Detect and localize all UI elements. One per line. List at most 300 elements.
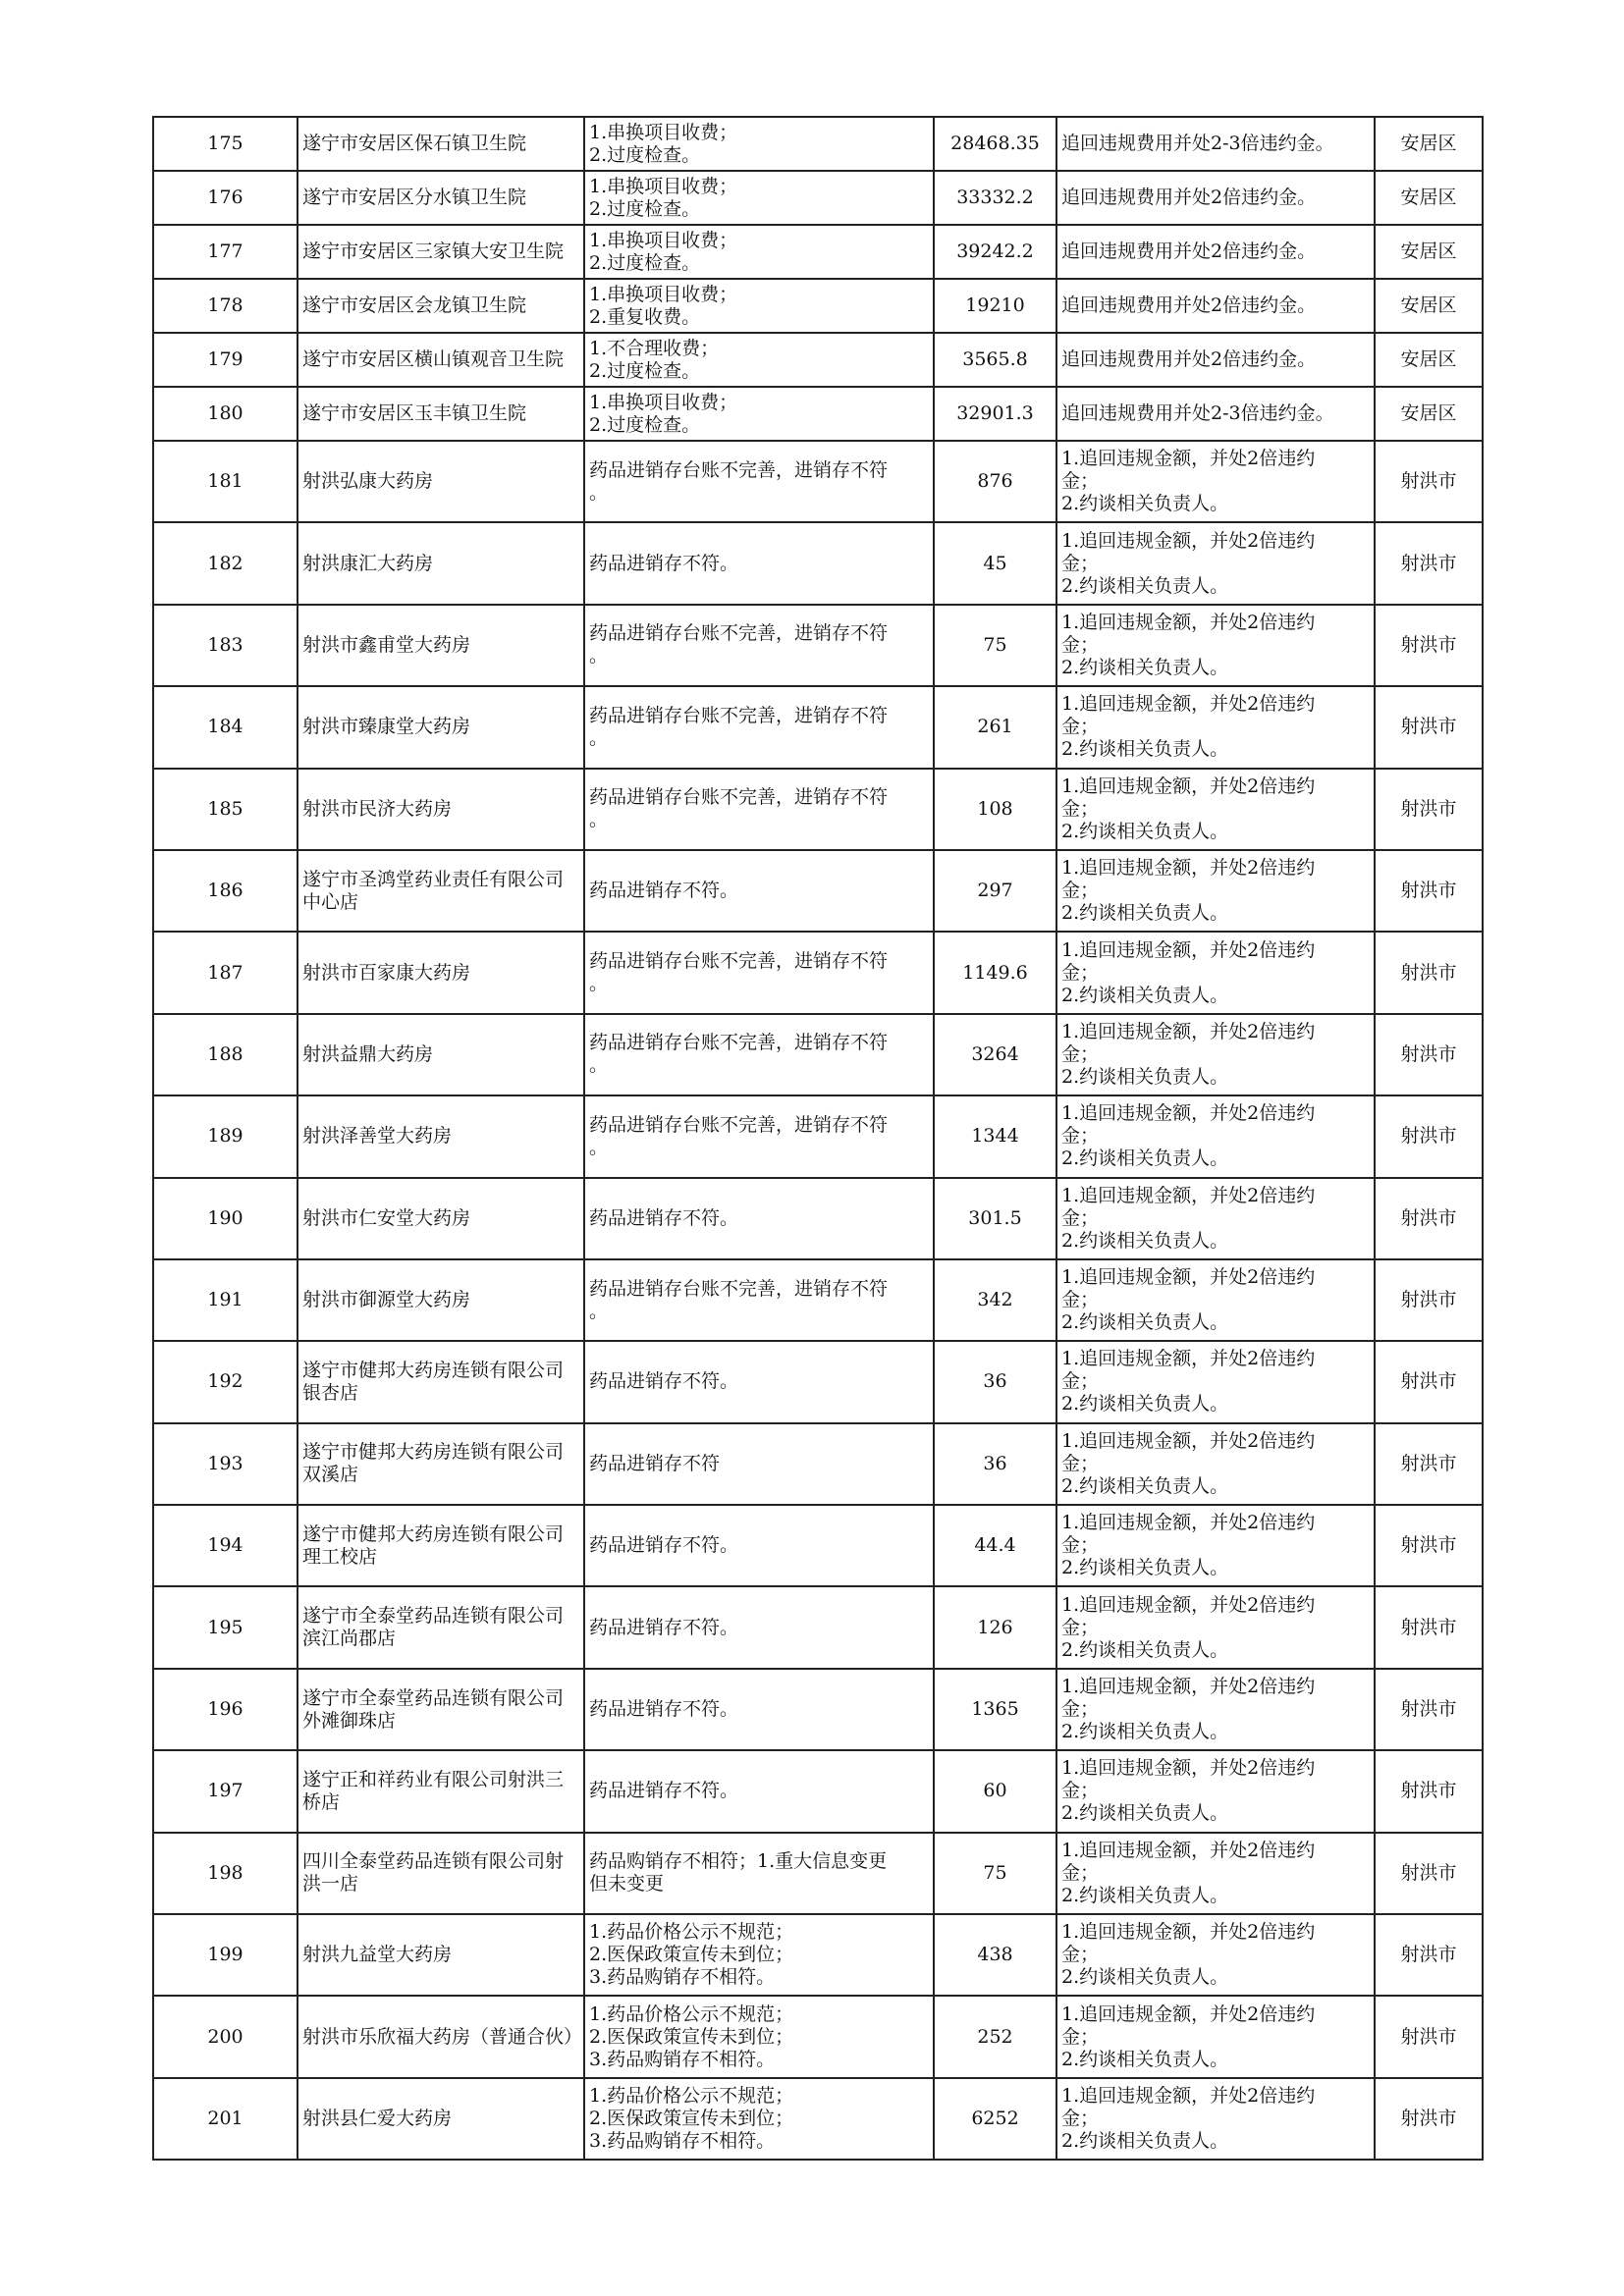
table-body	[153, 117, 1483, 2160]
institution-name: 射洪市民济大药房	[302, 797, 453, 820]
region-cell: 射洪市	[1375, 1259, 1483, 1341]
action-cell	[1056, 1833, 1375, 1914]
table-row	[153, 1341, 1483, 1422]
amount-cell: 36	[934, 1423, 1056, 1505]
institution-name: 遂宁市安居区保石镇卫生院	[302, 133, 527, 154]
region-cell: 射洪市	[1375, 1341, 1483, 1422]
institution-name: 射洪九益堂大药房	[302, 1944, 453, 1966]
action-line: 1.追回违规金额，并处2倍违约	[1061, 1020, 1316, 1042]
problem-cell	[584, 1586, 934, 1668]
problem-cell	[584, 1178, 934, 1259]
action-line: 1.追回违规金额，并处2倍违约	[1061, 1512, 1316, 1534]
amount-cell: 108	[934, 769, 1056, 850]
action-line: 金；	[1061, 1616, 1100, 1638]
action-line: 2.约谈相关负责人。	[1061, 902, 1229, 925]
institution-name-cell	[298, 1833, 584, 1914]
serial-number-cell: 177	[153, 225, 298, 279]
institution-name-cell	[298, 1341, 584, 1422]
institution-name-cell	[298, 686, 584, 768]
problem-line: 1.串换项目收费；	[589, 229, 738, 251]
institution-name-cell	[298, 932, 584, 1013]
action-line: 金；	[1061, 1944, 1100, 1966]
action-line: 金；	[1061, 552, 1100, 574]
institution-name-cell	[298, 333, 584, 387]
institution-name: 射洪泽善堂大药房	[302, 1125, 453, 1148]
problem-line: 药品进销存台账不完善，进销存不符	[589, 786, 889, 809]
problem-cell	[584, 171, 934, 225]
action-cell	[1056, 1014, 1375, 1095]
problem-cell	[584, 1996, 934, 2077]
problem-line: 药品进销存台账不完善，进销存不符	[589, 950, 889, 973]
region-cell: 射洪市	[1375, 1095, 1483, 1177]
serial-number-cell: 194	[153, 1505, 298, 1586]
institution-name-cell	[298, 1914, 584, 1996]
action-line: 2.约谈相关负责人。	[1061, 1474, 1229, 1497]
action-cell	[1056, 171, 1375, 225]
action-line: 1.追回违规金额，并处2倍违约	[1061, 1593, 1316, 1616]
institution-name: 四川全泰堂药品连锁有限公司射洪一店	[302, 1850, 565, 1896]
region-cell: 射洪市	[1375, 1750, 1483, 1832]
action-line: 2.约谈相关负责人。	[1061, 1721, 1229, 1743]
problem-line: 2.过度检查。	[589, 251, 701, 274]
serial-number-cell: 186	[153, 850, 298, 932]
amount-cell: 75	[934, 605, 1056, 686]
action-line: 金；	[1061, 1289, 1100, 1311]
action-line: 金；	[1061, 1206, 1100, 1229]
action-line: 金；	[1061, 633, 1100, 656]
problem-line: 药品进销存不符。	[589, 1370, 739, 1393]
problem-line: 。	[589, 1054, 609, 1077]
problem-cell	[584, 1505, 934, 1586]
serial-number-cell: 195	[153, 1586, 298, 1668]
amount-cell: 75	[934, 1833, 1056, 1914]
action-line: 2.约谈相关负责人。	[1061, 1229, 1229, 1252]
problem-line: 2.过度检查。	[589, 413, 701, 436]
problem-line: 2.医保政策宣传未到位；	[589, 2108, 794, 2129]
institution-name-cell	[298, 1996, 584, 2077]
action-line: 金；	[1061, 716, 1100, 738]
problem-line: 1.串换项目收费；	[589, 391, 738, 413]
problem-line: 药品进销存不符	[589, 1452, 721, 1474]
action-cell	[1056, 1341, 1375, 1422]
action-line: 1.追回违规金额，并处2倍违约	[1061, 1429, 1316, 1452]
action-cell	[1056, 1750, 1375, 1832]
serial-number-cell: 185	[153, 769, 298, 850]
action-cell	[1056, 769, 1375, 850]
amount-cell: 342	[934, 1259, 1056, 1341]
table-row	[153, 441, 1483, 522]
action-line: 2.约谈相关负责人。	[1061, 2048, 1229, 2070]
table-row	[153, 1586, 1483, 1668]
action-line: 1.追回违规金额，并处2倍违约	[1061, 1102, 1316, 1125]
amount-cell: 301.5	[934, 1178, 1056, 1259]
problem-line: 药品进销存不符。	[589, 1698, 739, 1721]
table-row	[153, 1505, 1483, 1586]
region-cell: 射洪市	[1375, 1505, 1483, 1586]
region-cell: 射洪市	[1375, 1586, 1483, 1668]
problem-line: 药品进销存台账不完善，进销存不符	[589, 704, 889, 726]
problem-line: 2.医保政策宣传未到位；	[589, 1944, 794, 1966]
action-line: 1.追回违规金额，并处2倍违约	[1061, 857, 1316, 880]
table-row	[153, 1014, 1483, 1095]
region-cell: 安居区	[1375, 333, 1483, 387]
institution-name: 射洪市御源堂大药房	[302, 1289, 471, 1311]
problem-line: 但未变更	[589, 1873, 665, 1896]
action-line: 金；	[1061, 797, 1100, 820]
problem-line: 药品进销存台账不完善，进销存不符	[589, 1277, 889, 1300]
action-cell	[1056, 1505, 1375, 1586]
region-cell: 射洪市	[1375, 1669, 1483, 1750]
region-cell: 射洪市	[1375, 769, 1483, 850]
serial-number-cell: 179	[153, 333, 298, 387]
action-line: 金；	[1061, 1370, 1100, 1393]
problem-line: 药品进销存台账不完善，进销存不符	[589, 458, 889, 481]
region-cell: 安居区	[1375, 387, 1483, 441]
action-cell	[1056, 686, 1375, 768]
serial-number-cell: 190	[153, 1178, 298, 1259]
amount-cell: 1365	[934, 1669, 1056, 1750]
action-line: 金；	[1061, 1780, 1100, 1802]
problem-line: 1.药品价格公示不规范；	[589, 2085, 794, 2107]
problem-cell	[584, 1669, 934, 1750]
table-row	[153, 1669, 1483, 1750]
penalty-table	[152, 116, 1484, 2161]
institution-name-cell	[298, 605, 584, 686]
problem-cell	[584, 333, 934, 387]
amount-cell: 1344	[934, 1095, 1056, 1177]
problem-line: 1.串换项目收费；	[589, 121, 738, 143]
action-line: 1.追回违规金额，并处2倍违约	[1061, 1348, 1316, 1370]
action-line: 金；	[1061, 961, 1100, 984]
problem-line: 药品进销存不符。	[589, 1206, 739, 1229]
problem-line: 3.药品购销存不相符。	[589, 2130, 776, 2152]
institution-name-cell	[298, 279, 584, 333]
institution-name: 射洪康汇大药房	[302, 552, 434, 574]
amount-cell: 19210	[934, 279, 1056, 333]
action-line: 2.约谈相关负责人。	[1061, 1311, 1229, 1334]
action-cell	[1056, 932, 1375, 1013]
problem-cell	[584, 1014, 934, 1095]
serial-number-cell: 201	[153, 2078, 298, 2160]
problem-line: 药品进销存台账不完善，进销存不符	[589, 622, 889, 645]
region-cell: 安居区	[1375, 225, 1483, 279]
problem-line: 。	[589, 809, 609, 831]
region-cell: 安居区	[1375, 279, 1483, 333]
amount-cell: 126	[934, 1586, 1056, 1668]
problem-line: 1.串换项目收费；	[589, 283, 738, 305]
serial-number-cell: 183	[153, 605, 298, 686]
action-line: 追回违规费用并处2倍违约金。	[1061, 240, 1317, 262]
amount-cell: 252	[934, 1996, 1056, 2077]
action-line: 1.追回违规金额，并处2倍违约	[1061, 2002, 1316, 2025]
problem-line: 1.药品价格公示不规范；	[589, 2002, 794, 2025]
action-cell	[1056, 605, 1375, 686]
table-row	[153, 605, 1483, 686]
institution-name: 射洪市臻康堂大药房	[302, 716, 471, 738]
action-line: 1.追回违规金额，并处2倍违约	[1061, 2085, 1316, 2107]
problem-line: 。	[589, 973, 609, 995]
region-cell: 射洪市	[1375, 1833, 1483, 1914]
action-line: 1.追回违规金额，并处2倍违约	[1061, 529, 1316, 552]
problem-line: 药品进销存不符。	[589, 1534, 739, 1557]
action-line: 1.追回违规金额，并处2倍违约	[1061, 1839, 1316, 1861]
action-line: 追回违规费用并处2-3倍违约金。	[1061, 133, 1334, 154]
action-line: 2.约谈相关负责人。	[1061, 2130, 1229, 2152]
table-row	[153, 1095, 1483, 1177]
problem-cell	[584, 441, 934, 522]
action-cell	[1056, 387, 1375, 441]
action-line: 金；	[1061, 880, 1100, 902]
action-line: 金；	[1061, 1534, 1100, 1557]
table-row	[153, 1914, 1483, 1996]
table-row	[153, 686, 1483, 768]
institution-name: 射洪市仁安堂大药房	[302, 1206, 471, 1229]
action-line: 2.约谈相关负责人。	[1061, 1557, 1229, 1579]
institution-name: 遂宁市安居区横山镇观音卫生院	[302, 348, 565, 370]
institution-name-cell	[298, 1014, 584, 1095]
problem-line: 药品进销存不符。	[589, 1616, 739, 1638]
problem-line: 药品购销存不相符；1.重大信息变更	[589, 1850, 888, 1873]
serial-number-cell: 197	[153, 1750, 298, 1832]
action-line: 金；	[1061, 1861, 1100, 1884]
action-line: 2.约谈相关负责人。	[1061, 493, 1229, 515]
institution-name-cell	[298, 2078, 584, 2160]
region-cell: 射洪市	[1375, 522, 1483, 604]
institution-name: 遂宁市健邦大药房连锁有限公司理工校店	[302, 1522, 565, 1568]
action-line: 金；	[1061, 2025, 1100, 2048]
problem-line: 。	[589, 481, 609, 504]
table-row	[153, 1259, 1483, 1341]
institution-name: 遂宁市安居区玉丰镇卫生院	[302, 402, 527, 424]
table-row	[153, 279, 1483, 333]
serial-number-cell: 188	[153, 1014, 298, 1095]
table-row	[153, 769, 1483, 850]
amount-cell: 3264	[934, 1014, 1056, 1095]
action-line: 追回违规费用并处2倍违约金。	[1061, 348, 1317, 370]
amount-cell: 3565.8	[934, 333, 1056, 387]
table-row	[153, 117, 1483, 171]
institution-name-cell	[298, 1750, 584, 1832]
serial-number-cell: 192	[153, 1341, 298, 1422]
action-line: 2.约谈相关负责人。	[1061, 656, 1229, 678]
action-line: 金；	[1061, 1125, 1100, 1148]
table-row	[153, 387, 1483, 441]
amount-cell: 33332.2	[934, 171, 1056, 225]
institution-name-cell	[298, 1586, 584, 1668]
region-cell: 射洪市	[1375, 850, 1483, 932]
problem-line: 1.串换项目收费；	[589, 175, 738, 197]
action-cell	[1056, 1423, 1375, 1505]
problem-line: 1.药品价格公示不规范；	[589, 1921, 794, 1944]
action-line: 1.追回违规金额，并处2倍违约	[1061, 611, 1316, 633]
problem-cell	[584, 225, 934, 279]
serial-number-cell: 184	[153, 686, 298, 768]
institution-name-cell	[298, 1259, 584, 1341]
action-line: 2.约谈相关负责人。	[1061, 1393, 1229, 1415]
action-cell	[1056, 333, 1375, 387]
problem-cell	[584, 2078, 934, 2160]
action-line: 2.约谈相关负责人。	[1061, 574, 1229, 597]
serial-number-cell: 180	[153, 387, 298, 441]
action-line: 追回违规费用并处2倍违约金。	[1061, 294, 1317, 316]
serial-number-cell: 175	[153, 117, 298, 171]
problem-line: 3.药品购销存不相符。	[589, 2048, 776, 2070]
problem-line: 。	[589, 1300, 609, 1322]
institution-name: 遂宁市健邦大药房连锁有限公司银杏店	[302, 1359, 565, 1404]
problem-cell	[584, 1423, 934, 1505]
institution-name-cell	[298, 769, 584, 850]
action-line: 1.追回违规金额，并处2倍违约	[1061, 1266, 1316, 1289]
problem-line: 2.医保政策宣传未到位；	[589, 2025, 794, 2048]
amount-cell: 60	[934, 1750, 1056, 1832]
region-cell: 射洪市	[1375, 605, 1483, 686]
action-cell	[1056, 279, 1375, 333]
institution-name: 射洪市鑫甫堂大药房	[302, 633, 471, 656]
problem-cell	[584, 522, 934, 604]
table-row	[153, 333, 1483, 387]
problem-cell	[584, 279, 934, 333]
problem-cell	[584, 1833, 934, 1914]
problem-cell	[584, 1750, 934, 1832]
action-cell	[1056, 117, 1375, 171]
table-row	[153, 522, 1483, 604]
action-cell	[1056, 1095, 1375, 1177]
action-line: 2.约谈相关负责人。	[1061, 738, 1229, 761]
action-cell	[1056, 1259, 1375, 1341]
action-cell	[1056, 1914, 1375, 1996]
action-line: 1.追回违规金额，并处2倍违约	[1061, 1757, 1316, 1780]
problem-line: 2.过度检查。	[589, 197, 701, 220]
action-cell	[1056, 522, 1375, 604]
action-cell	[1056, 441, 1375, 522]
table-row	[153, 171, 1483, 225]
serial-number-cell: 198	[153, 1833, 298, 1914]
problem-line: 药品进销存不符。	[589, 552, 739, 574]
table-row	[153, 1833, 1483, 1914]
region-cell: 射洪市	[1375, 1178, 1483, 1259]
institution-name: 射洪益鼎大药房	[302, 1042, 434, 1065]
table-row	[153, 1750, 1483, 1832]
region-cell: 射洪市	[1375, 932, 1483, 1013]
amount-cell: 45	[934, 522, 1056, 604]
action-line: 2.约谈相关负责人。	[1061, 820, 1229, 842]
action-line: 1.追回违规金额，并处2倍违约	[1061, 1676, 1316, 1698]
action-line: 2.约谈相关负责人。	[1061, 1802, 1229, 1825]
serial-number-cell: 196	[153, 1669, 298, 1750]
problem-line: 。	[589, 645, 609, 667]
amount-cell: 28468.35	[934, 117, 1056, 171]
amount-cell: 32901.3	[934, 387, 1056, 441]
institution-name: 遂宁市安居区会龙镇卫生院	[302, 294, 527, 316]
problem-line: 。	[589, 1136, 609, 1158]
region-cell: 安居区	[1375, 171, 1483, 225]
problem-cell	[584, 850, 934, 932]
action-line: 2.约谈相关负责人。	[1061, 1148, 1229, 1170]
institution-name-cell	[298, 522, 584, 604]
serial-number-cell: 193	[153, 1423, 298, 1505]
table-row	[153, 1996, 1483, 2077]
institution-name-cell	[298, 1669, 584, 1750]
problem-line: 药品进销存台账不完善，进销存不符	[589, 1032, 889, 1054]
action-line: 2.约谈相关负责人。	[1061, 1884, 1229, 1906]
problem-cell	[584, 769, 934, 850]
action-line: 1.追回违规金额，并处2倍违约	[1061, 448, 1316, 470]
problem-cell	[584, 605, 934, 686]
amount-cell: 438	[934, 1914, 1056, 1996]
action-line: 1.追回违规金额，并处2倍违约	[1061, 693, 1316, 716]
institution-name: 遂宁市健邦大药房连锁有限公司双溪店	[302, 1441, 565, 1486]
table-row	[153, 932, 1483, 1013]
action-line: 金；	[1061, 1042, 1100, 1065]
action-line: 2.约谈相关负责人。	[1061, 1065, 1229, 1088]
amount-cell: 6252	[934, 2078, 1056, 2160]
institution-name-cell	[298, 1095, 584, 1177]
action-line: 2.约谈相关负责人。	[1061, 1966, 1229, 1989]
problem-line: 药品进销存不符。	[589, 880, 739, 902]
action-line: 金；	[1061, 1698, 1100, 1721]
region-cell: 安居区	[1375, 117, 1483, 171]
action-line: 1.追回违规金额，并处2倍违约	[1061, 1184, 1316, 1206]
action-line: 1.追回违规金额，并处2倍违约	[1061, 938, 1316, 961]
problem-line: 1.不合理收费；	[589, 337, 720, 359]
serial-number-cell: 182	[153, 522, 298, 604]
serial-number-cell: 199	[153, 1914, 298, 1996]
region-cell: 射洪市	[1375, 2078, 1483, 2160]
region-cell: 射洪市	[1375, 1014, 1483, 1095]
problem-line: 2.重复收费。	[589, 305, 701, 328]
serial-number-cell: 191	[153, 1259, 298, 1341]
serial-number-cell: 178	[153, 279, 298, 333]
table-row	[153, 1178, 1483, 1259]
action-line: 金；	[1061, 1452, 1100, 1474]
table-row	[153, 1423, 1483, 1505]
institution-name-cell	[298, 441, 584, 522]
problem-line: 药品进销存不符。	[589, 1780, 739, 1802]
institution-name: 遂宁市安居区分水镇卫生院	[302, 187, 527, 208]
action-line: 1.追回违规金额，并处2倍违约	[1061, 1921, 1316, 1944]
problem-line: 2.过度检查。	[589, 143, 701, 166]
action-cell	[1056, 1586, 1375, 1668]
serial-number-cell: 187	[153, 932, 298, 1013]
region-cell: 射洪市	[1375, 1914, 1483, 1996]
action-cell	[1056, 2078, 1375, 2160]
problem-line: 。	[589, 726, 609, 749]
serial-number-cell: 189	[153, 1095, 298, 1177]
institution-name: 遂宁市全泰堂药品连锁有限公司滨江尚郡店	[302, 1605, 565, 1650]
action-line: 2.约谈相关负责人。	[1061, 984, 1229, 1006]
action-line: 金；	[1061, 470, 1100, 493]
institution-name: 遂宁正和祥药业有限公司射洪三桥店	[302, 1768, 565, 1813]
problem-cell	[584, 1914, 934, 1996]
action-line: 追回违规费用并处2-3倍违约金。	[1061, 402, 1334, 424]
action-cell	[1056, 1669, 1375, 1750]
institution-name: 射洪弘康大药房	[302, 470, 434, 493]
problem-line: 药品进销存台账不完善，进销存不符	[589, 1113, 889, 1136]
amount-cell: 44.4	[934, 1505, 1056, 1586]
institution-name-cell	[298, 1178, 584, 1259]
action-line: 追回违规费用并处2倍违约金。	[1061, 187, 1317, 208]
problem-cell	[584, 686, 934, 768]
amount-cell: 261	[934, 686, 1056, 768]
problem-cell	[584, 1341, 934, 1422]
problem-line: 3.药品购销存不相符。	[589, 1966, 776, 1989]
serial-number-cell: 200	[153, 1996, 298, 2077]
serial-number-cell: 176	[153, 171, 298, 225]
amount-cell: 39242.2	[934, 225, 1056, 279]
problem-cell	[584, 117, 934, 171]
action-line: 1.追回违规金额，并处2倍违约	[1061, 774, 1316, 797]
institution-name: 遂宁市安居区三家镇大安卫生院	[302, 240, 565, 262]
